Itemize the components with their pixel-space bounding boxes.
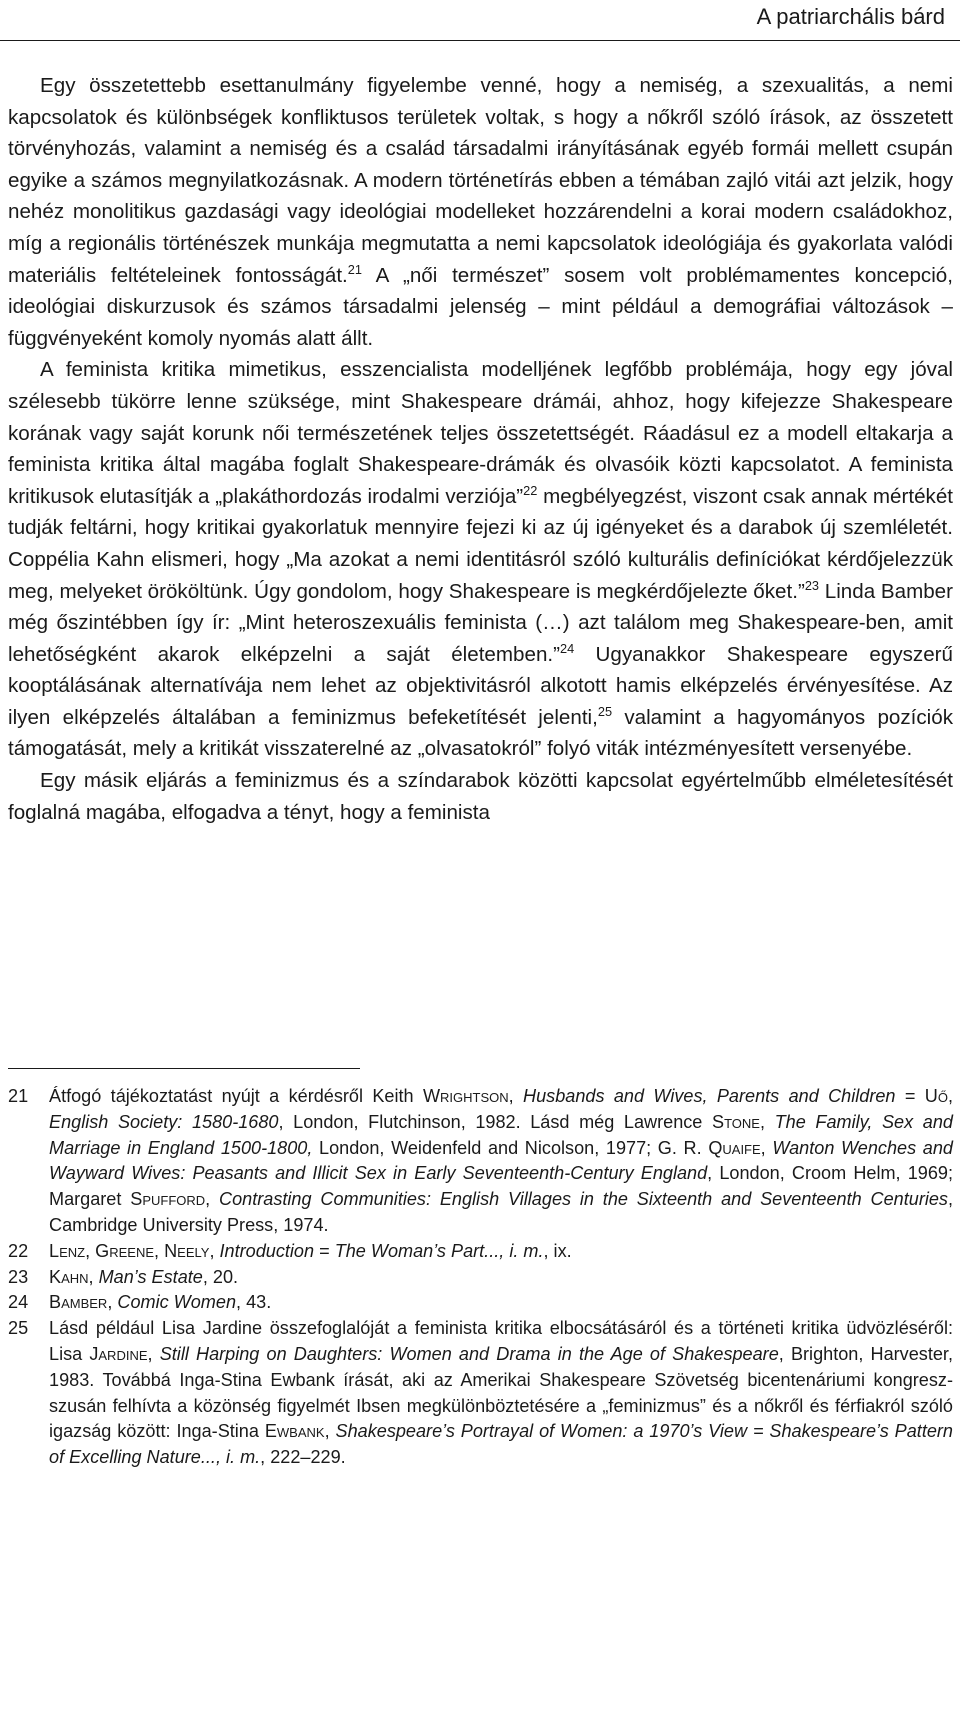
- fn-text: ,: [324, 1421, 336, 1442]
- fn-text: Átfogó tájékoztatást nyújt a kérdésről Keith: [49, 1086, 423, 1106]
- footnote-22: [8, 1239, 953, 1265]
- paragraph: [8, 354, 953, 765]
- author-name: Neely: [164, 1240, 210, 1261]
- fn-text: ,: [107, 1292, 118, 1313]
- text-run: Linda Bamber még őszintébben így ír: „Mint heteroszexuális feminista (…) azt találom meg Shakespeare-ben, amit lehetőségként akarok elképzelni a saját életemben.”: [8, 579, 953, 666]
- fn-text: ,: [947, 1086, 953, 1106]
- text-run: Egy összetettebb esettanulmány figyelembe venné, hogy a nemiség, a szexualitás, a nemi kapcsolatok és különbségek konfliktusos területek voltak, s hogy a nőkről szóló írások, az összetett törvényhozás, valamint a nemiség és a család társadalmi irányításának egyéb formái mellett csupán egyike a számos megnyilatkozásnak. A modern történetírás ebben a témában zajló vitái azt jelzik, hogy nehéz monolitikus gazdasági vagy ideológiai modelleket hozzárendelni a korai modern családokhoz, míg a regionális történészek munkája megmutatta a nemi kapcsolatok ideológiája és gyakorlata valódi materiális feltételeinek fontosságát.: [8, 74, 953, 287]
- work-title: Husbands and Wives, Parents and Children: [523, 1086, 896, 1106]
- footnote-23: [8, 1265, 953, 1291]
- author-name: Kahn: [49, 1266, 89, 1287]
- fn-text: ,: [759, 1111, 775, 1132]
- fn-text: , 43.: [236, 1292, 272, 1313]
- work-title: English Society: 1580-1680: [49, 1111, 279, 1132]
- work-title: The Family, Sex and Marriage in England 1500-1800,: [49, 1111, 953, 1158]
- work-title: Comic Women: [117, 1292, 237, 1313]
- author-name: Jardine: [89, 1343, 148, 1364]
- fn-text: , 222–229.: [260, 1447, 346, 1468]
- fn-text: , Brighton, Harvester, 1983. Továbbá Inga-Stina Ewbank írását, aki az Amerikai Shakespeare Szövetség bicentenáriumi kongreszszusán felhívta a közönség figyelmét Ibsen megkülönböztetésére a „feminizmus” és a nőkről és férfiakról szóló igazság között: Inga-Stina: [49, 1343, 953, 1442]
- text-run: valamint a hagyományos pozíciók támogatását, mely a kritikát visszaterelné az „olvasatokról” folyó viták intézményesített versenyébe.: [8, 705, 953, 761]
- body-text: [8, 70, 953, 828]
- footnote-number: 25: [8, 1318, 29, 1339]
- fn-text: ,: [85, 1240, 96, 1261]
- work-title: Shakespeare’s Portrayal of Women: a 1970’s View = Shakespeare’s Pattern of Excelling Nature..., i. m.: [49, 1421, 953, 1468]
- text-run: Ugyanakkor Shakespeare egyszerű kooptálásának alternatívája nem lehet az objektivitásról alkotott hamis elképzelés érvényesítése. Az ilyen elképzelés általában a feminizmus befeketítését jelenti,: [8, 642, 953, 729]
- author-name: Ewbank: [264, 1421, 325, 1442]
- footnote-ref: 22: [523, 482, 538, 498]
- fn-text: London, Weidenfeld and Nicolson, 1977; G. R.: [312, 1137, 709, 1158]
- text-run: Egy másik eljárás a feminizmus és a színdarabok közötti kapcsolat egyértelműbb elméletesítését foglalná magába, elfogadva a tényt, hogy a feminista: [8, 769, 953, 824]
- running-header: [0, 0, 960, 42]
- paragraph: [8, 70, 953, 354]
- footnote-ref: 24: [559, 640, 575, 656]
- header-rule: [0, 40, 960, 41]
- running-header-title: A patriarchális bárd: [756, 4, 945, 29]
- fn-text: ,: [508, 1086, 524, 1106]
- text-run: A „női természet” sosem volt problémamentes koncepció, ideológiai diskurzusok és számos társadalmi jelenség – mint például a demográfiai változások – függvényeként komoly nyomás alatt állt.: [8, 263, 953, 350]
- work-title: Introduction: [219, 1240, 315, 1261]
- work-title: The Woman’s Part..., i. m.: [334, 1240, 544, 1261]
- fn-text: , Cambridge University Press, 1974.: [49, 1189, 954, 1235]
- work-title: Contrasting Communities: English Villages in the Sixteenth and Seventeenth Centuries: [219, 1189, 948, 1210]
- footnote-ref: 23: [804, 577, 820, 593]
- author-name: Uő: [924, 1086, 948, 1106]
- author-name: Bamber: [49, 1292, 108, 1313]
- footnote-25: [8, 1316, 953, 1471]
- footnote-24: [8, 1290, 953, 1316]
- footnote-number: 21: [8, 1086, 29, 1106]
- footnote-ref: 25: [597, 704, 613, 720]
- fn-text: , London, Flutchinson, 1982. Lásd még Lawrence: [278, 1111, 712, 1132]
- fn-text: , London, Croom Helm, 1969; Margaret: [49, 1163, 953, 1210]
- author-name: Lenz: [49, 1240, 86, 1261]
- footnote-number: 24: [8, 1292, 29, 1313]
- fn-text: ,: [88, 1266, 99, 1287]
- footnote-rule: [8, 1068, 360, 1069]
- fn-text: ,: [760, 1137, 773, 1158]
- fn-text: ,: [209, 1240, 220, 1261]
- footnotes: [8, 1084, 953, 1471]
- fn-text: , ix.: [543, 1240, 572, 1261]
- fn-text: ,: [154, 1240, 165, 1261]
- author-name: Wrightson: [422, 1086, 509, 1106]
- footnote-ref: 21: [347, 261, 362, 277]
- work-title: Wanton Wenches and Wayward Wives: Peasants and Illicit Sex in Early Seventeenth-Century England: [49, 1137, 953, 1184]
- fn-text: ,: [205, 1189, 220, 1210]
- footnote-number: 22: [8, 1240, 29, 1261]
- fn-text: Lásd például Lisa Jardine összefoglalóját a feminista kritika elbocsátásáról és a történeti kritika üdvözléséről: Lisa: [49, 1318, 953, 1364]
- footnote-number: 23: [8, 1266, 29, 1287]
- fn-text: =: [314, 1240, 335, 1261]
- fn-text: , 20.: [202, 1266, 239, 1287]
- paragraph: [8, 765, 953, 828]
- author-name: Greene: [95, 1240, 155, 1261]
- text-run: megbélyegzést, viszont csak annak mértékét tudják feltárni, hogy kritikai gyakorlatuk mennyire fejezi ki az új igényeket és a darabok új szemléletét. Coppélia Kahn elismeri, hogy „Ma azokat a nemi identitásról szóló kulturális definíciókat kérdőjelezzük meg, melyeket örököltünk. Úgy gondolom, hogy Shakespeare is megkérdőjelezte őket.”: [8, 484, 953, 603]
- author-name: Quaife: [708, 1137, 761, 1158]
- author-name: Stone: [712, 1111, 760, 1132]
- fn-text: ,: [147, 1343, 160, 1364]
- work-title: Man’s Estate: [98, 1266, 203, 1287]
- text-run: A feminista kritika mimetikus, esszencialista modelljének legfőbb problémája, hogy egy jóval szélesebb tükörre lenne szüksége, mint Shakespeare drámái, ahhoz, hogy kifejezze Shakespeare korának vagy saját korunk női természetének teljes összetettségét. Ráadásul ez a modell eltakarja a feminista kritika által magába foglalt Shakespeare-drámák és olvasóik közti kapcsolatot. A feminista kritikusok elutasítják a „plakáthordozás irodalmi verziója”: [8, 358, 953, 508]
- footnote-21: [8, 1084, 953, 1239]
- work-title: Still Harping on Daughters: Women and Drama in the Age of Shakespeare: [159, 1343, 779, 1364]
- author-name: Spufford: [130, 1189, 206, 1210]
- fn-text: =: [895, 1086, 925, 1106]
